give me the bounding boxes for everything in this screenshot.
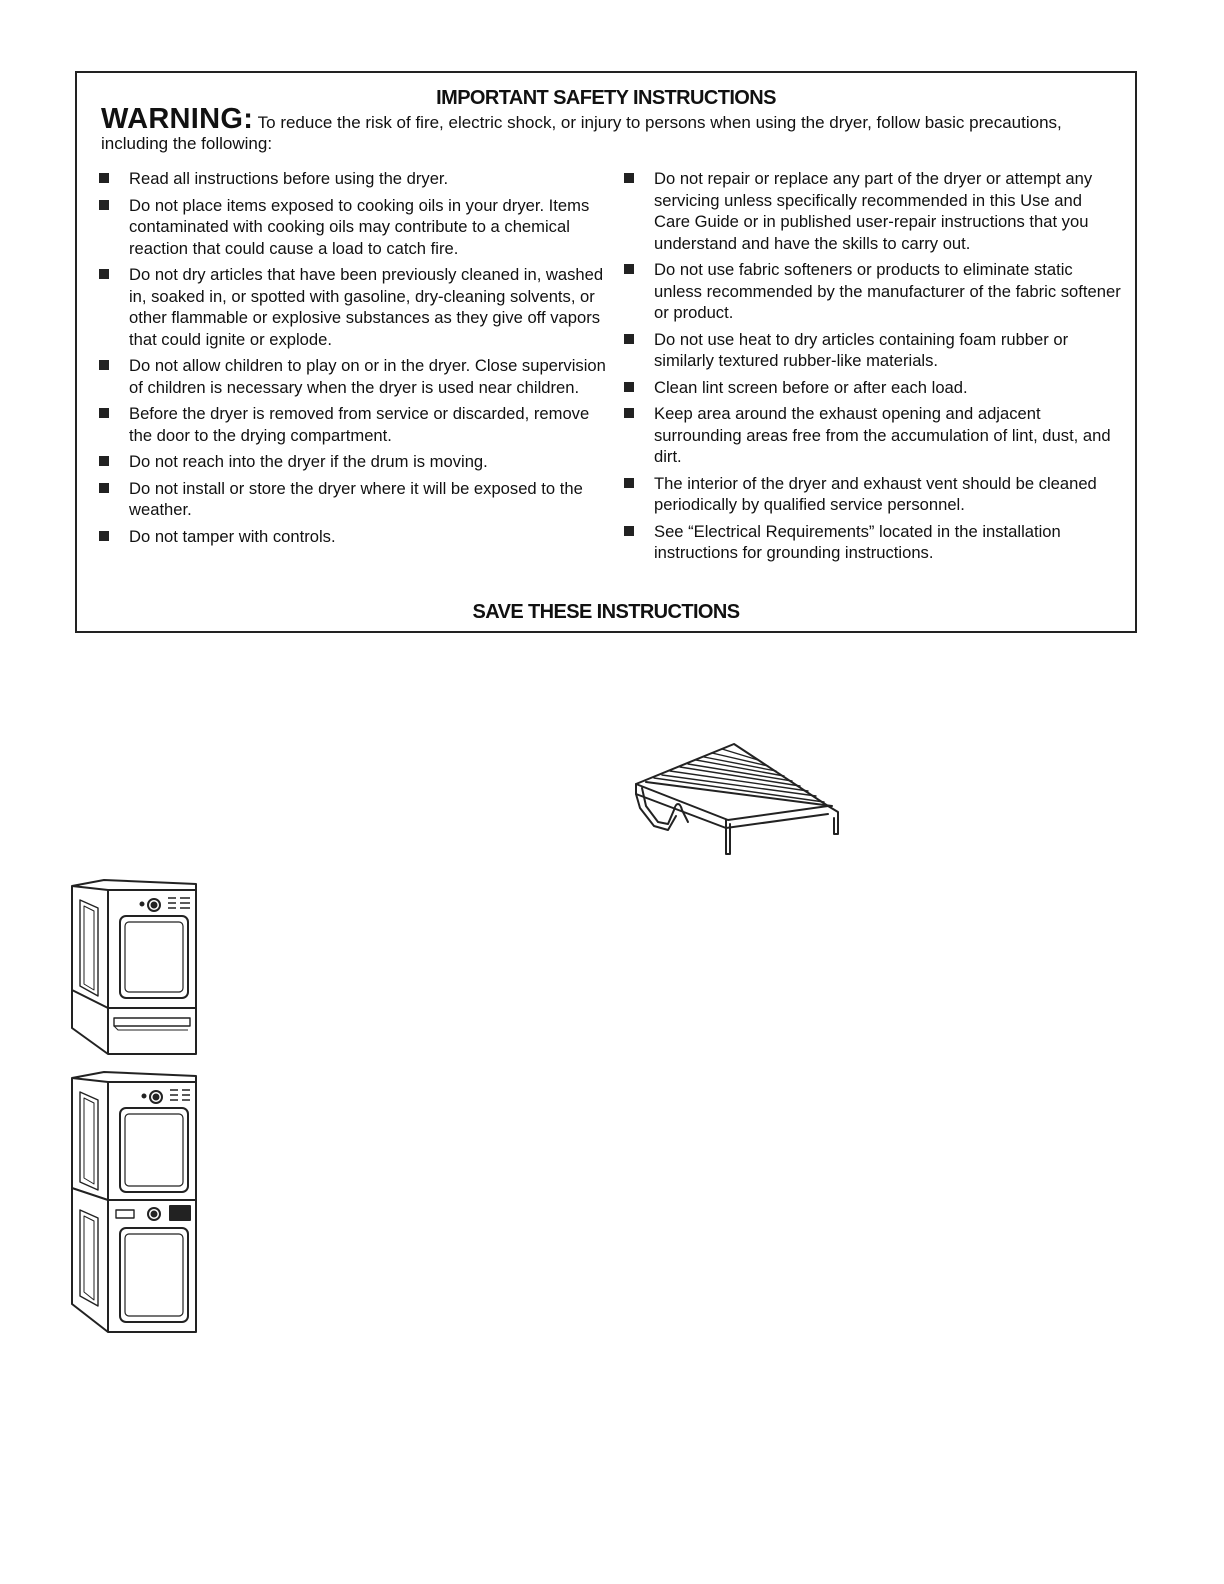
list-item: Keep area around the exhaust opening and adjacent surrounding areas free from the accumulation of lint, dust, and dirt. <box>622 403 1122 468</box>
safety-instructions-box <box>75 71 1137 633</box>
right-instruction-list <box>622 168 1122 569</box>
stacked-dryer-washer-illustration <box>68 1070 202 1336</box>
bullet-square-icon <box>99 408 109 418</box>
safety-title: IMPORTANT SAFETY INSTRUCTIONS <box>436 87 776 109</box>
bullet-square-icon <box>624 334 634 344</box>
list-item: Do not tamper with controls. <box>97 526 607 548</box>
list-item: The interior of the dryer and exhaust vent should be cleaned periodically by qualified service personnel. <box>622 473 1122 516</box>
warning-text: To reduce the risk of fire, electric shock, or injury to persons when using the dryer, follow basic precautions, including the following: <box>101 113 1062 153</box>
drying-rack-illustration <box>628 738 848 860</box>
list-item: Clean lint screen before or after each load. <box>622 377 1122 399</box>
bullet-square-icon <box>624 173 634 183</box>
left-instruction-list <box>97 168 607 552</box>
list-item: Do not reach into the dryer if the drum is moving. <box>97 451 607 473</box>
list-item: Do not use heat to dry articles containing foam rubber or similarly textured rubber-like materials. <box>622 329 1122 372</box>
bullet-square-icon <box>624 478 634 488</box>
list-item: Read all instructions before using the dryer. <box>97 168 607 190</box>
list-item: See “Electrical Requirements” located in the installation instructions for grounding instructions. <box>622 521 1122 564</box>
bullet-square-icon <box>624 526 634 536</box>
bullet-square-icon <box>624 382 634 392</box>
bullet-square-icon <box>624 264 634 274</box>
bullet-square-icon <box>99 173 109 183</box>
dryer-on-pedestal-illustration <box>68 878 202 1064</box>
bullet-square-icon <box>99 360 109 370</box>
bullet-square-icon <box>99 200 109 210</box>
list-item: Do not place items exposed to cooking oils in your dryer. Items contaminated with cooking oils may contribute to a chemical reaction that could cause a load to catch fire. <box>97 195 607 260</box>
bullet-square-icon <box>99 456 109 466</box>
save-instructions-footer: SAVE THESE INSTRUCTIONS <box>472 601 740 623</box>
list-item: Do not dry articles that have been previously cleaned in, washed in, soaked in, or spotted with gasoline, dry-cleaning solvents, or other flammable or explosive substances as they give off vapors that could ignite or explode. <box>97 264 607 350</box>
list-item: Do not install or store the dryer where it will be exposed to the weather. <box>97 478 607 521</box>
bullet-square-icon <box>99 483 109 493</box>
bullet-square-icon <box>99 531 109 541</box>
bullet-square-icon <box>624 408 634 418</box>
bullet-square-icon <box>99 269 109 279</box>
list-item: Do not allow children to play on or in the dryer. Close supervision of children is necessary when the dryer is used near children. <box>97 355 607 398</box>
list-item: Before the dryer is removed from service or discarded, remove the door to the drying compartment. <box>97 403 607 446</box>
list-item: Do not use fabric softeners or products to eliminate static unless recommended by the manufacturer of the fabric softener or product. <box>622 259 1122 324</box>
warning-label: WARNING: <box>101 103 254 135</box>
warning-statement <box>101 103 1115 154</box>
list-item: Do not repair or replace any part of the dryer or attempt any servicing unless specifically recommended in this Use and Care Guide or in published user-repair instructions that you understand and have the skills to carry out. <box>622 168 1122 254</box>
